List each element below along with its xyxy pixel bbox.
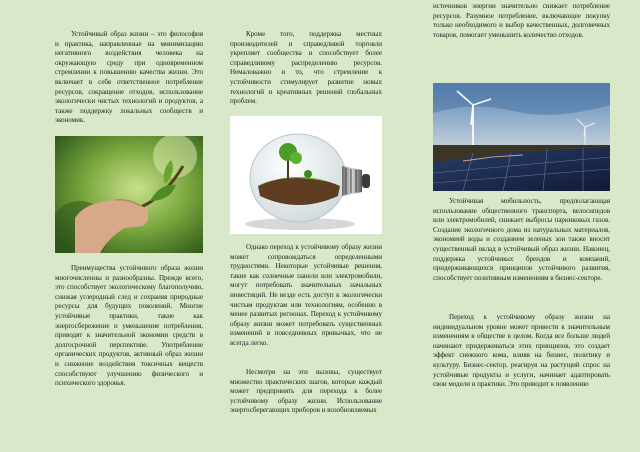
col1-paragraph-1: Устойчивый образ жизни – это философия и практика, направленные на минимизацию негативного воздействия человека на окружающую среду при одновременном стремлении к повышению качества жизни. Это включает в себя ответственное потребление ресурсов, сокращение отходов, использование экологически чистых технологий и продуктов, а также поддержку локальных сообществ и экономик. (55, 30, 203, 125)
col1-paragraph-2: Преимущества устойчивого образа жизни многочисленны и разнообразны. Прежде всего, это способствует экологическому благополучию, снижая углеродный след и сохраняя природные ресурсы для будущих поколений. Многие устойчивые практики, такие как энергосбережение и уменьшение потребления, приводят к значительной экономии средств в долгосрочной перспективе. Употребление органических продуктов, активный образ жизни и снижение воздействия токсичных веществ способствуют улучшению физического и психического здоровья. (55, 264, 203, 388)
lightbulb-image (230, 116, 382, 234)
col2-paragraph-3: Несмотря на эти вызовы, существует множество практических шагов, которые каждый может предпринять для перехода к более устойчивому образу жизни. Использование энергосберегающих приборов и возобновляемых (230, 368, 382, 415)
column-right (433, 0, 610, 452)
col2-paragraph-2: Однако переход к устойчивому образу жизни может сопровождаться определенными трудностями. Некоторые устойчивые решения, такие как солнечные панели или электромобили, могут потребовать значительных начальных инвестиций. Не везде есть доступ к экологически чистым продуктам или технологиям, особенно в менее развитых регионах. Переход к устойчивому образу жизни может потребовать существенных изменений в повседневных привычках, что не всегда легко. (230, 243, 382, 347)
col3-paragraph-1: источников энергии значительно снижает потребление ресурсов. Разумное потребление, включающее покупку только необходимого и выбор качественных, долговечных товаров, помогает уменьшить количество отходов. (433, 2, 610, 39)
column-left (55, 0, 203, 452)
col3-paragraph-2: Устойчивая мобильность, предполагающая использование общественного транспорта, велосипедов или электромобилей, снижает выбросы парниковых газов. Создание экологичного дома из натуральных материалов, экономией воды и созданием зеленых зон также вносит существенный вклад в устойчивый образ жизни. Наконец, поддержка устойчивых брендов и компаний, придерживающихся принципов устойчивого развития, способствует позитивным изменениям в бизнес-секторе. (433, 197, 610, 282)
wind-solar-image (433, 83, 610, 191)
column-middle (230, 0, 382, 452)
col2-paragraph-1: Кроме того, поддержка местных производителей и справедливой торговли укрепляет сообщества и способствует более справедливому распределению ресурсов. Немаловажно и то, что стремление к устойчивости стимулирует развитие новых технологий и креативных решений глобальных проблем. (230, 30, 382, 106)
hand-plant-image (55, 136, 203, 253)
col3-paragraph-3: Переход к устойчивому образу жизни на индивидуальном уровне может привести к значительным изменениям в обществе в целом. Когда все больше людей начинают придерживаться этих принципов, это создает эффект снежного кома, влияя на бизнес, политику и культуру. Бизнес-сектор, реагируя на растущий спрос на устойчивые продукты и услуги, начинает адаптировать свои модели и практики. Это приводит к появлению (433, 313, 610, 389)
